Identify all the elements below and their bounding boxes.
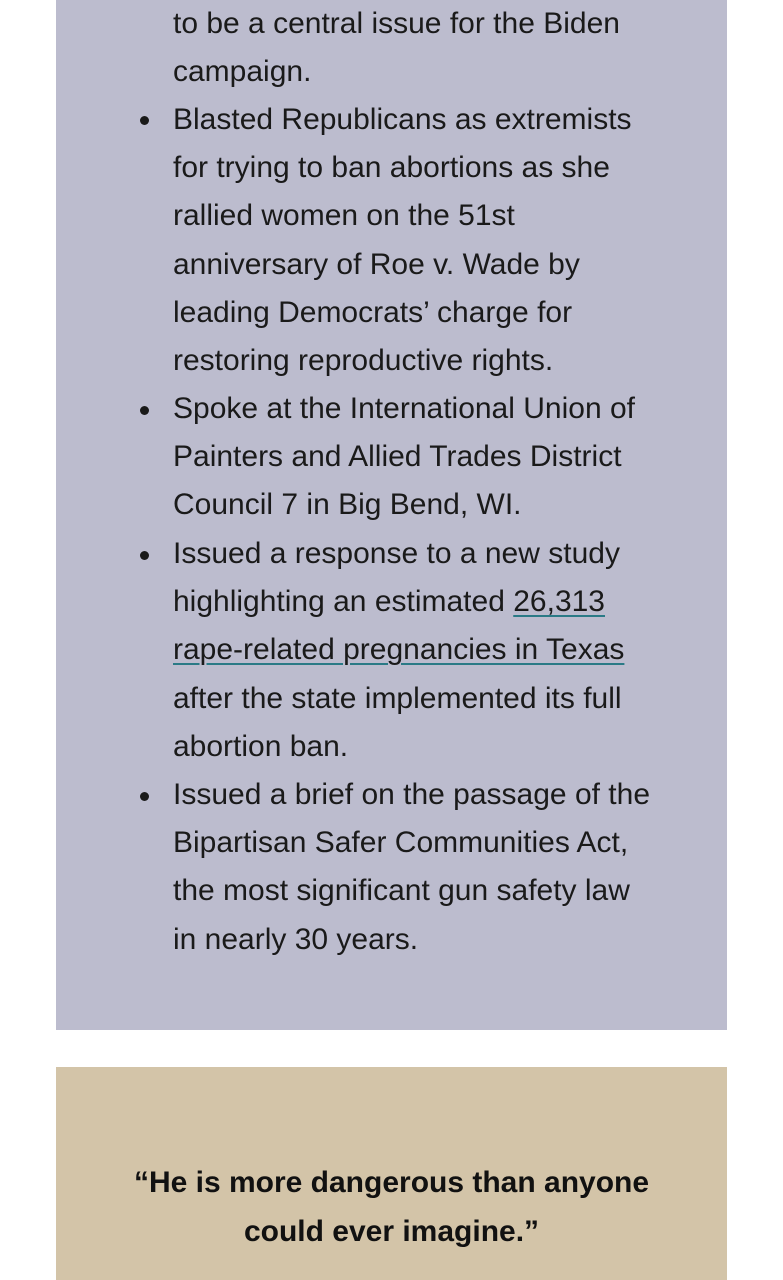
quote-line: could ever imagine.” (243, 1214, 540, 1248)
bullet-line: Issued a brief on the passage of the (173, 778, 650, 811)
pull-quote (56, 1159, 727, 1256)
bullet-icon (140, 792, 149, 801)
bullet-icon (140, 406, 149, 415)
bullet-line: Bipartisan Safer Communities Act, (173, 826, 629, 860)
bullet-text-segment: after the state implemented its full abortion ban. (173, 681, 622, 763)
bullet-icon (140, 116, 149, 125)
study-link[interactable]: 26,313 rape-related pregnancies in Texas (173, 585, 625, 667)
continued-line: to be a central issue for the Biden (173, 7, 620, 40)
bullet-text (173, 771, 718, 964)
bullet-line: Council 7 in Big Bend, WI. (173, 488, 522, 522)
bullet-line: Blasted Republicans as extremists (173, 103, 632, 136)
bullet-line: Painters and Allied Trades District (173, 440, 622, 474)
continued-paragraph (173, 0, 713, 96)
bullet-line: anniversary of Roe v. Wade by (173, 247, 580, 281)
bullet-line: for trying to ban abortions as she (173, 151, 610, 185)
bullet-icon (140, 551, 149, 560)
bullet-text (173, 96, 703, 385)
accomplishments-panel (56, 0, 727, 1030)
bullet-line: restoring reproductive rights. (173, 344, 554, 378)
continued-line: campaign. (173, 55, 312, 89)
bullet-text-segment: Issued a response to a new study highlighting an estimated (173, 537, 620, 619)
bullet-line: rallied women on the 51st (173, 199, 515, 233)
bullet-line: Spoke at the International Union of (173, 392, 635, 425)
quote-panel (56, 1067, 727, 1280)
quote-line: “He is more dangerous than anyone (133, 1166, 650, 1199)
bullet-line: in nearly 30 years. (173, 922, 419, 956)
bullet-line: leading Democrats’ charge for (173, 295, 573, 329)
bullet-line: the most significant gun safety law (173, 874, 630, 908)
bullet-text (173, 530, 673, 771)
bullet-text (173, 385, 718, 530)
